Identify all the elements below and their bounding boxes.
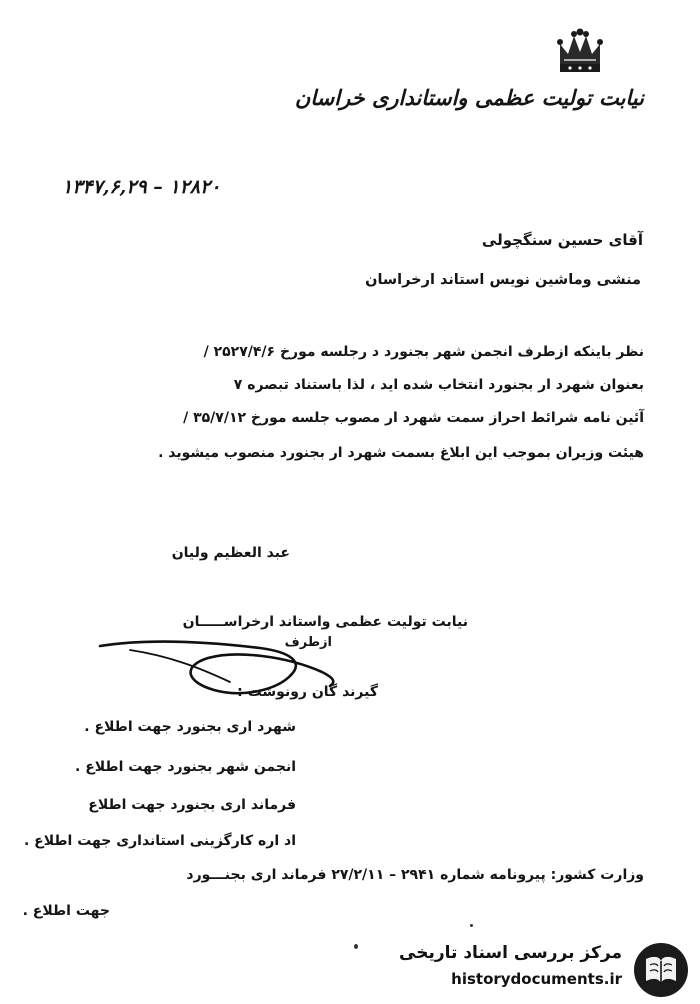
watermark-url: historydocuments.ir bbox=[451, 970, 622, 988]
body-line: بعنوان شهرد ار بجنورد انتخاب شده اید ، لذا باستناد تبصره ۷ bbox=[233, 377, 644, 393]
reference-number: ۱۳۴۷,۶,۲۹ – ۱۲۸۲۰ bbox=[62, 176, 221, 198]
crown-emblem-icon bbox=[554, 26, 606, 76]
watermark-title: مرکز بررسی اسناد تاریخی bbox=[399, 943, 622, 963]
archive-book-logo-icon bbox=[632, 941, 690, 999]
signature-title: نیابت تولیت عظمی واستاند ارخراســـــان bbox=[182, 614, 468, 630]
ink-speck bbox=[354, 944, 358, 949]
watermark bbox=[399, 935, 700, 1004]
cc-item: انجمن شهر بجنورد جهت اطلاع . bbox=[75, 759, 296, 775]
letterhead-title: نیابت تولیت عظمی واستانداری خراسان bbox=[294, 85, 644, 110]
addressee-title: منشی وماشین نویس استاند ارخراسان bbox=[365, 272, 641, 288]
signer-name: عبد العظیم ولیان bbox=[171, 545, 290, 561]
body-line: نظر باینکه ازطرف انجمن شهر بجنورد د رجلسه مورخ ۲۵۲۷/۴/۶ / bbox=[203, 344, 644, 360]
cc-item: اد اره کارگزینی استانداری جهت اطلاع . bbox=[23, 833, 296, 849]
body-line: هیئت وزیران بموجب این ابلاغ بسمت شهرد ار بجنورد منصوب میشوید . bbox=[158, 445, 644, 461]
ink-speck bbox=[470, 924, 473, 927]
addressee-name: آقای حسین سنگچولی bbox=[481, 231, 643, 249]
on-behalf-label: ازطرف bbox=[284, 635, 332, 650]
body-line: آئین نامه شرائط احراز سمت شهرد ار مصوب جلسه مورخ ۳۵/۷/۱۲ / bbox=[183, 410, 644, 426]
cc-item: جهت اطلاع . bbox=[22, 903, 110, 919]
cc-item: شهرد اری بجنورد جهت اطلاع . bbox=[84, 719, 296, 735]
cc-item: فرماند اری بجنورد جهت اطلاع bbox=[88, 797, 296, 813]
cc-item: وزارت کشور: پیرونامه شماره ۲۹۴۱ – ۲۷/۲/۱۱ فرماند اری بجنـــورد bbox=[186, 867, 644, 883]
cc-heading: گیرند گان رونوشت : bbox=[237, 684, 378, 700]
